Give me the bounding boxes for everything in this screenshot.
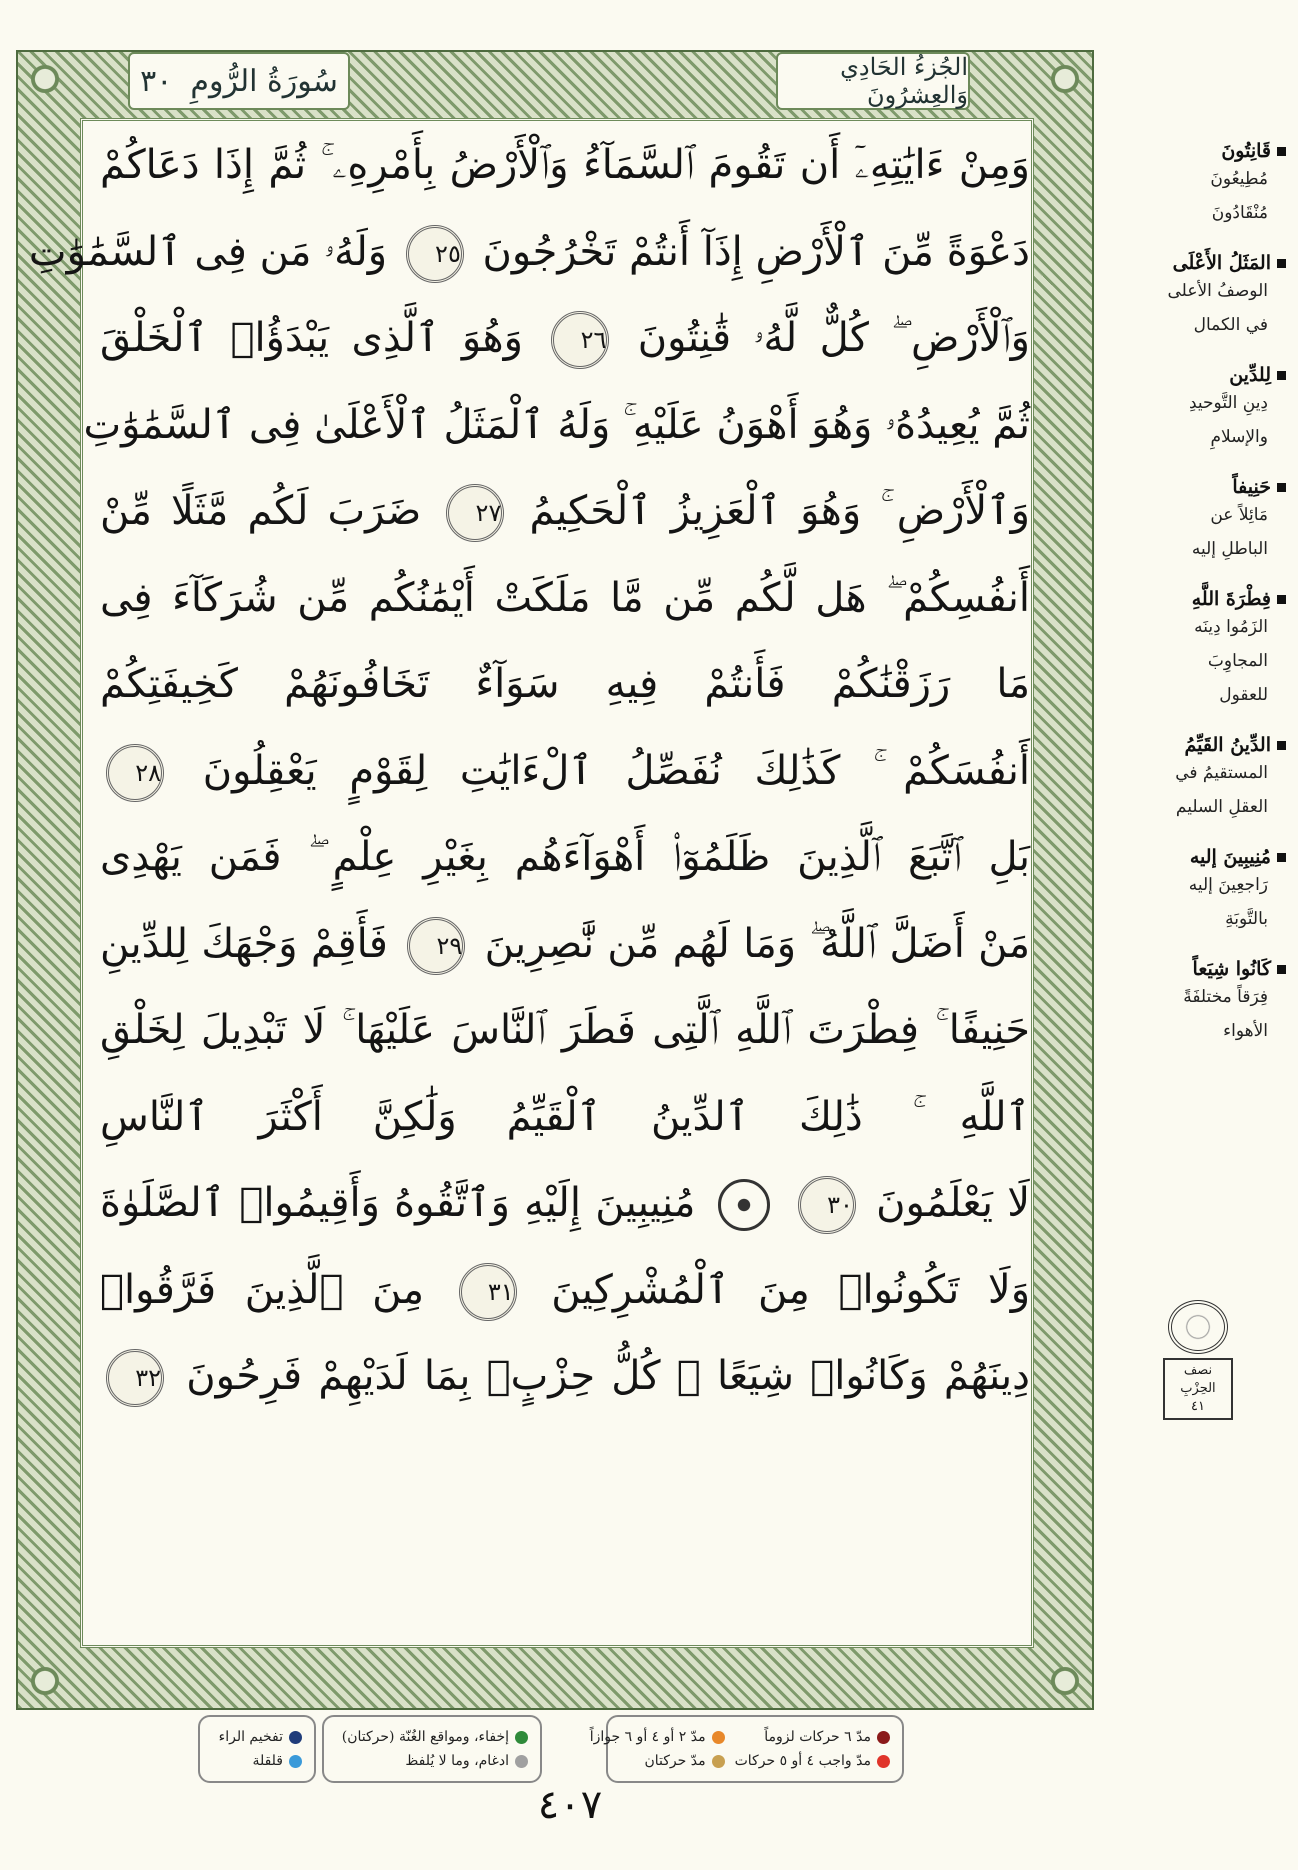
glossary-term: كَانُوا شِيَعاً [1192,958,1271,980]
glossary-term: لِلدِّين [1229,364,1271,386]
color-dot-icon [515,1755,528,1768]
glossary-definition: فِرَقاً مختلفَةً الأهواء [1183,987,1268,1041]
legend-item: ادغام، وما لا يُلفظ [336,1753,528,1769]
glossary-entry [1110,252,1286,342]
text-line: بَلِ ٱتَّبَعَ ٱلَّذِينَ ظَلَمُوٓا۟ أَهْوَآءَهُم بِغَيْرِ عِلْمٍ ۖ فَمَن يَهْدِى [100,834,1030,880]
color-dot-icon [712,1755,725,1768]
tajweed-legend-ra [198,1715,316,1783]
color-dot-icon [712,1731,725,1744]
legend-item: إخفاء، ومواقع الغُنّة (حركتان) [336,1729,528,1745]
square-bullet-icon [1277,853,1286,862]
glossary-term: حَنِيفاً [1232,476,1271,498]
glossary-term: فِطْرَةَ اللَّهِ [1191,588,1271,610]
text-line: لَا يَعْلَمُونَ ٣٠ مُنِيبِينَ إِلَيْهِ وَٱتَّقُوهُ وَأَقِيمُوا۟ ٱلصَّلَوٰةَ [90,1160,1040,1247]
ayah-number-marker: ٢٧ [446,484,504,542]
corner-ornament [22,1658,68,1704]
text-line: وَٱلْأَرْضِ ۚ وَهُوَ ٱلْعَزِيزُ ٱلْحَكِيمُ ٢٧ ضَرَبَ لَكُم مَّثَلًا مِّنْ [90,468,1040,555]
square-bullet-icon [1277,147,1286,156]
corner-ornament [1042,1658,1088,1704]
glossary-entry [1110,846,1286,936]
square-bullet-icon [1277,483,1286,492]
square-bullet-icon [1277,741,1286,750]
text-line: مَا رَزَقْنَٰكُمْ فَأَنتُمْ فِيهِ سَوَآءٌ تَخَافُونَهُمْ كَخِيفَتِكُمْ [100,661,1030,707]
glossary-definition: رَاجعِينَ إليه بالتَّوبَةِ [1188,875,1268,929]
legend-item: تفخيم الراء [212,1729,302,1745]
legend-item: مدّ حركتان [590,1753,725,1769]
glossary-definition: مَائِلاً عن الباطلِ إليه [1191,505,1268,559]
ayah-number-marker: ٢٦ [551,311,609,369]
glossary-entry [1110,140,1286,230]
glossary-sidebar [1110,140,1286,1070]
ornament-icon [1168,1300,1228,1354]
color-dot-icon [877,1731,890,1744]
text-line: أَنفُسَكُمْ ۚ كَذَٰلِكَ نُفَصِّلُ ٱلْءَايَٰتِ لِقَوْمٍ يَعْقِلُونَ ٢٨ [90,728,1040,815]
legend-item: قلقلة [212,1753,302,1769]
ayah-number-marker: ٢٨ [106,744,164,802]
text-line: وَٱلْأَرْضِ ۖ كُلٌّ لَّهُۥ قَٰنِتُونَ ٢٦ وَهُوَ ٱلَّذِى يَبْدَؤُا۟ ٱلْخَلْقَ [90,295,1040,382]
glossary-term: قَانِتُونَ [1221,140,1271,162]
square-bullet-icon [1277,965,1286,974]
ayah-number-marker: ٣١ [459,1263,517,1321]
glossary-entry [1110,588,1286,712]
hizb-star-icon [718,1179,770,1231]
text-line: دَعْوَةً مِّنَ ٱلْأَرْضِ إِذَآ أَنتُمْ تَخْرُجُونَ ٢٥ وَلَهُۥ مَن فِى ٱلسَّمَٰوَٰتِ [90,209,1040,296]
color-dot-icon [877,1755,890,1768]
juz-label: الجُزءُ الحَادِي وَالعِشرُونَ [840,53,968,109]
color-dot-icon [289,1755,302,1768]
glossary-definition: المستقيمُ في العقلِ السليم [1175,763,1268,817]
ayah-number-marker: ٢٥ [406,225,464,283]
legend-item: مدّ واجب ٤ أو ٥ حركات [735,1753,890,1769]
glossary-entry [1110,958,1286,1048]
glossary-entry [1110,476,1286,566]
corner-ornament [22,56,68,102]
surah-header [128,52,350,110]
glossary-definition: الوصفُ الأعلى في الكمال [1167,281,1268,335]
corner-ornament [1042,56,1088,102]
text-line: مَنْ أَضَلَّ ٱللَّهُ ۖ وَمَا لَهُم مِّن نَّٰصِرِينَ ٢٩ فَأَقِمْ وَجْهَكَ لِلدِّينِ [90,901,1040,988]
text-line: دِينَهُمْ وَكَانُوا۟ شِيَعًا ۖ كُلُّ حِزْبٍۭ بِمَا لَدَيْهِمْ فَرِحُونَ ٣٢ [90,1333,1040,1420]
text-line: ٱللَّهِ ۚ ذَٰلِكَ ٱلدِّينُ ٱلْقَيِّمُ وَلَٰكِنَّ أَكْثَرَ ٱلنَّاسِ [100,1093,1030,1140]
legend-item: مدّ ٦ حركات لزوماً [735,1729,890,1745]
glossary-term: المَثَلُ الأَعْلَى [1172,252,1271,274]
text-line: ثُمَّ يُعِيدُهُۥ وَهُوَ أَهْوَنُ عَلَيْهِ ۚ وَلَهُ ٱلْمَثَلُ ٱلْأَعْلَىٰ فِى ٱلسَّمَٰوَٰتِ [83,401,1030,448]
ayah-number-marker: ٣٠ [798,1176,856,1234]
surah-number: ٣٠ [140,63,173,99]
text-line: وَلَا تَكُونُوا۟ مِنَ ٱلْمُشْرِكِينَ ٣١ مِنَ ٱلَّذِينَ فَرَّقُوا۟ [90,1247,1040,1334]
ayah-number-marker: ٣٢ [106,1349,164,1407]
square-bullet-icon [1277,371,1286,380]
text-line: حَنِيفًا ۚ فِطْرَتَ ٱللَّهِ ٱلَّتِى فَطَرَ ٱلنَّاسَ عَلَيْهَا ۚ لَا تَبْدِيلَ لِخَلْقِ [100,1007,1030,1053]
glossary-definition: مُطِيعُونَ مُنْقَادُونَ [1210,169,1268,223]
juz-header [776,52,970,110]
hizb-label-box: نصف الحِزْبِ ٤١ [1163,1358,1233,1420]
glossary-entry [1110,364,1286,454]
square-bullet-icon [1277,595,1286,604]
glossary-entry [1110,734,1286,824]
text-line: وَمِنْ ءَايَٰتِهِۦٓ أَن تَقُومَ ٱلسَّمَآءُ وَٱلْأَرْضُ بِأَمْرِهِۦ ۚ ثُمَّ إِذَا دَعَاكُمْ [100,142,1030,188]
legend-item: مدّ ٢ أو ٤ أو ٦ جوازاً [590,1729,725,1745]
glossary-term: مُنِيبِينَ إليه [1189,846,1271,868]
quran-text [28,122,1040,1420]
square-bullet-icon [1277,259,1286,268]
color-dot-icon [289,1731,302,1744]
color-dot-icon [515,1731,528,1744]
ayah-number-marker: ٢٩ [407,917,465,975]
text-line: أَنفُسِكُمْ ۖ هَل لَّكُم مِّن مَّا مَلَكَتْ أَيْمَٰنُكُم مِّن شُرَكَآءَ فِى [100,574,1030,621]
glossary-definition: دِينِ التَّوحيدِ والإسلامِ [1188,393,1268,447]
glossary-term: الدِّينُ القَيِّمُ [1184,734,1271,756]
surah-name: سُورَةُ الرُّومِ [190,63,338,99]
tajweed-legend-ghunna [322,1715,542,1783]
glossary-definition: الزَمُوا دِينَه المجاوِبَ للعقول [1194,617,1268,705]
tajweed-legend-madd [589,1715,904,1783]
page-number: ٤٠٧ [537,1782,603,1828]
hizb-indicator [1156,1300,1240,1420]
